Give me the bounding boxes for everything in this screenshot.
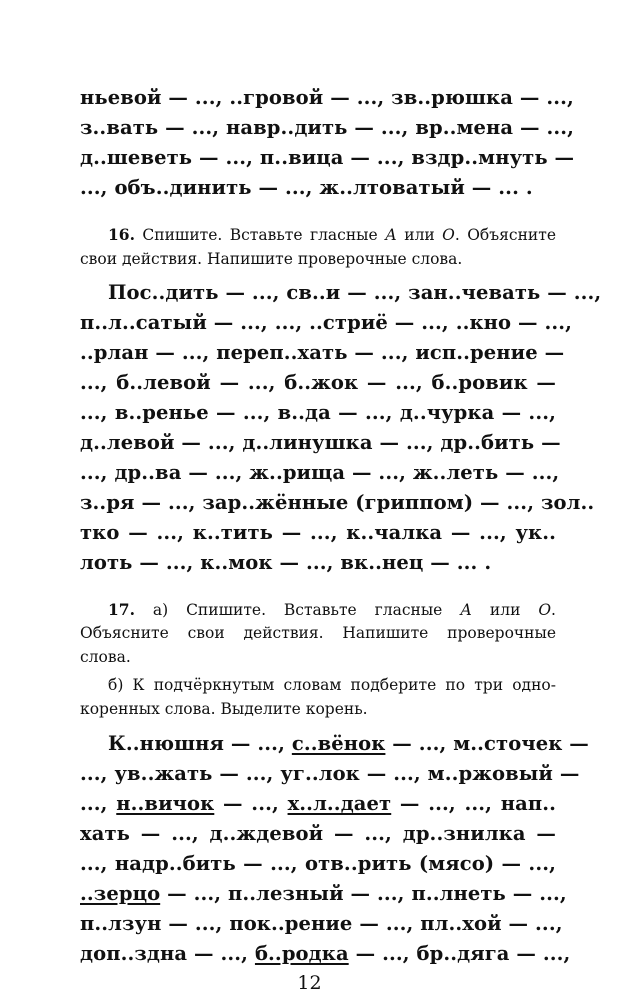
text-part: — ..., [214,792,288,815]
underlined-word: х..л..дает [287,792,392,815]
text-line: ..., б..левой — ..., б..жок — ..., б..ровик — [80,371,556,394]
text-part: ..., [80,792,117,815]
task-text: или [472,601,539,619]
task-text: . Объясните [454,226,556,244]
text-line: тко — ..., к..тить — ..., к..чалка — ..., ук.. [80,521,556,544]
exercise-17-task-line-2: Объясните свои действия. Напишите проверочные [80,624,556,642]
text-line: ..., объ..динить — ..., ж..лтоватый — ... . [80,176,533,199]
text-part: К..нюшня — ..., [108,732,292,755]
text-line: д..шеветь — ..., п..вица — ..., вздр..мнуть — [80,146,575,169]
text-line: хать — ..., д..ждевой — ..., др..знилка — [80,822,556,845]
text-line: ..., в..ренье — ..., в..да — ..., д..чурка — ..., [80,401,556,424]
text-line: д..левой — ..., д..линушка — ..., др..бить — [80,431,561,454]
task-text: а) Спишите. Вставьте гласные [152,601,461,619]
letter-a: А [385,226,397,244]
underlined-word: с..вёнок [291,732,386,755]
text-part: — ..., бр..дяга — ..., [348,942,571,965]
text-line: ..., ув..жать — ..., уг..лок — ..., м..ржовый — [80,762,580,785]
text-line: з..вать — ..., навр..дить — ..., вр..мена — ..., [80,116,575,139]
text-line: Пос..дить — ..., св..и — ..., зан..чевать — ..., [108,281,602,304]
text-line: ..рлан — ..., переп..хать — ..., исп..рение — [80,341,565,364]
text-line: ..., надр..бить — ..., отв..рить (мясо) — ..., [80,852,556,875]
letter-a: А [460,601,472,619]
exercise-17-task-b-line-1: б) К подчёркнутым словам подберите по три одно- [108,676,556,694]
exercise-17-task-line-1 [108,600,556,619]
text-line [80,882,567,905]
underlined-word: ..зерцо [80,882,161,905]
text-line: ..., др..ва — ..., ж..рища — ..., ж..леть — ..., [80,461,560,484]
underlined-word: б..родка [254,942,349,965]
underlined-word: н..вичок [116,792,215,815]
text-part: — ..., м..сточек — [385,732,589,755]
text-part: — ..., ..., нап.. [391,792,556,815]
text-line: ньевой — ..., ..гровой — ..., зв..рюшка — ..., [80,86,574,109]
text-line [108,732,589,755]
text-line: з..ря — ..., зар..жённые (гриппом) — ..., зол.. [80,491,595,514]
letter-o: О [538,601,552,619]
text-line [80,942,571,965]
text-line: лоть — ..., к..мок — ..., вк..нец — ... . [80,551,492,574]
text-part: — ..., п..лезный — ..., п..лнеть — ..., [160,882,567,905]
task-text: Спишите. Вставьте гласные [142,226,386,244]
text-part: доп..здна — ..., [80,942,255,965]
page-number: 12 [297,972,322,994]
task-text: . [551,601,556,619]
exercise-16-task-line-1 [108,225,556,244]
letter-o: О [442,226,455,244]
text-line: п..л..сатый — ..., ..., ..стриё — ..., ..кно — ..., [80,311,573,334]
exercise-17-task-line-3: слова. [80,648,131,666]
exercise-17-task-b-line-2: коренных слова. Выделите корень. [80,700,368,718]
exercise-number: 17. [108,600,135,619]
exercise-number: 16. [108,225,135,244]
task-text: или [396,226,443,244]
text-line [80,792,556,815]
text-line: п..лзун — ..., пок..рение — ..., пл..хой — ..., [80,912,563,935]
exercise-16-task-line-2: свои действия. Напишите проверочные слова. [80,250,463,268]
